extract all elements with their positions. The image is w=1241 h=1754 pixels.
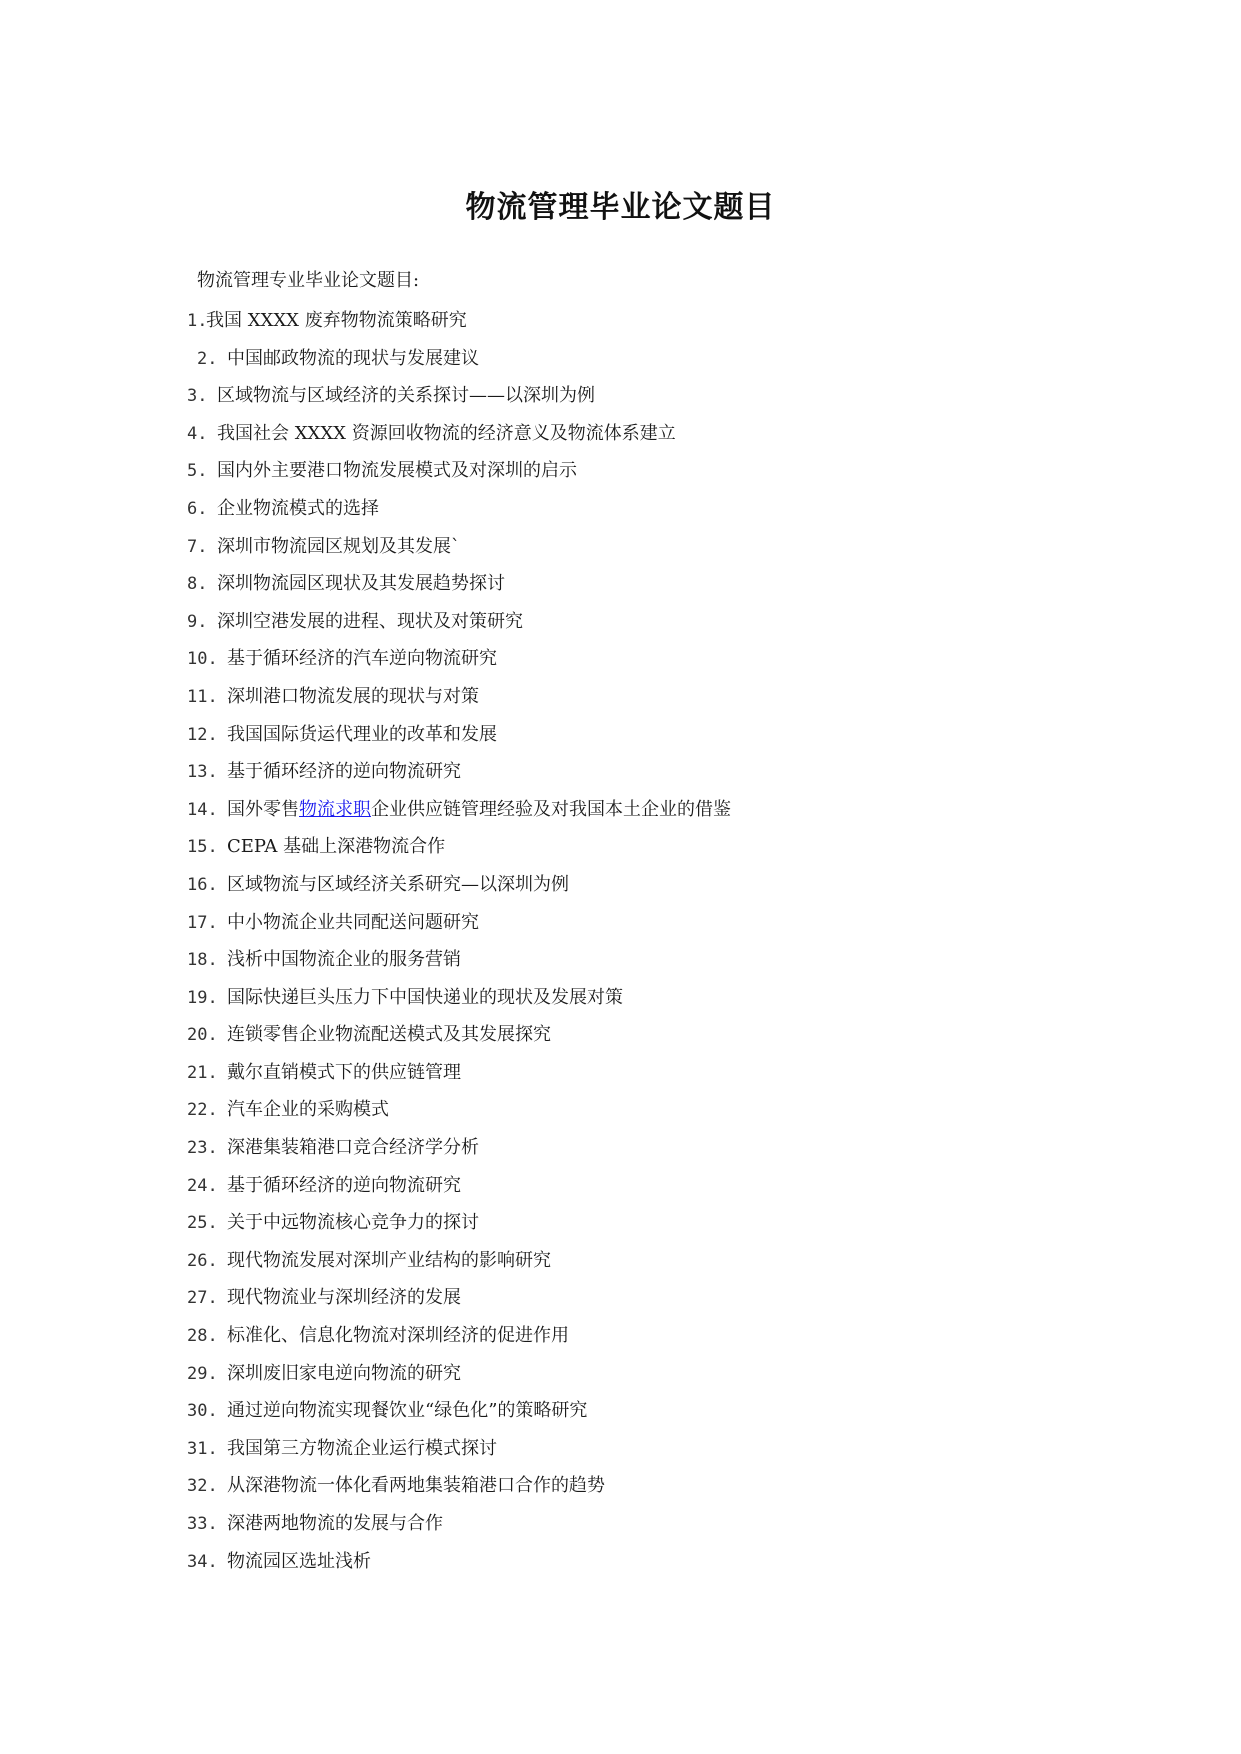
item-text: 国内外主要港口物流发展模式及对深圳的启示 <box>217 460 577 482</box>
list-item <box>187 791 731 829</box>
item-text: 国际快递巨头压力下中国快递业的现状及发展对策 <box>227 986 623 1008</box>
list-item <box>187 941 731 979</box>
item-number: 22. <box>187 1100 218 1121</box>
item-number: 2. <box>197 348 218 369</box>
list-item <box>187 1317 731 1355</box>
item-number: 33. <box>187 1514 218 1534</box>
item-text: 汽车企业的采购模式 <box>227 1099 389 1121</box>
item-text: 深港集装箱港口竞合经济学分析 <box>227 1137 479 1159</box>
item-text: 从深港物流一体化看两地集装箱港口合作的趋势 <box>227 1475 605 1497</box>
item-number: 19. <box>187 987 218 1008</box>
page-title: 物流管理毕业论文题目 <box>465 190 776 225</box>
list-item <box>187 452 731 490</box>
item-number: 32. <box>187 1476 218 1497</box>
item-text: 深港两地物流的发展与合作 <box>227 1513 443 1534</box>
list-item <box>187 1279 731 1317</box>
item-number: 28. <box>187 1326 218 1347</box>
item-number: 12. <box>187 724 218 745</box>
item-number: 30. <box>187 1401 218 1422</box>
item-text: 深圳港口物流发展的现状与对策 <box>227 685 479 707</box>
item-text: 我国社会 XXXX 资源回收物流的经济意义及物流体系建立 <box>217 422 676 444</box>
item-number: 3. <box>187 386 208 407</box>
item-text: 中小物流企业共同配送问题研究 <box>227 911 479 933</box>
item-text: 浅析中国物流企业的服务营销 <box>227 949 461 971</box>
list-item <box>187 1091 731 1129</box>
item-number: 27. <box>187 1288 218 1309</box>
list-item <box>187 866 731 904</box>
item-number: 18. <box>187 950 218 971</box>
item-text: 我国 XXXX 废弃物物流策略研究 <box>206 310 467 331</box>
list-item <box>187 1543 731 1581</box>
list-item <box>187 340 731 378</box>
list-item <box>187 1054 731 1092</box>
list-item <box>187 979 731 1017</box>
list-item <box>187 1016 731 1054</box>
intro-text: 物流管理专业毕业论文题目: <box>197 270 420 291</box>
list-item <box>187 1242 731 1280</box>
list-item <box>187 1392 731 1430</box>
list-item <box>187 1355 731 1393</box>
list-item <box>187 1167 731 1205</box>
item-text: 中国邮政物流的现状与发展建议 <box>227 347 479 369</box>
list-item <box>187 678 731 716</box>
list-item <box>187 528 731 566</box>
item-number: 17. <box>187 912 218 933</box>
item-number: 26. <box>187 1250 218 1271</box>
list-item <box>187 640 731 678</box>
item-number: 1. <box>187 311 208 331</box>
list-item <box>187 377 731 415</box>
item-number: 20. <box>187 1025 218 1046</box>
list-item <box>187 1467 731 1505</box>
list-item <box>187 1430 731 1468</box>
list-item <box>187 904 731 942</box>
item-text: CEPA 基础上深港物流合作 <box>227 836 446 858</box>
item-text: 深圳废旧家电逆向物流的研究 <box>227 1362 461 1384</box>
item-text-before: 国外零售 <box>227 798 299 820</box>
list-item <box>187 415 731 453</box>
item-text: 通过逆向物流实现餐饮业“绿色化”的策略研究 <box>227 1400 588 1422</box>
list-item <box>187 603 731 641</box>
list-item <box>187 828 731 866</box>
item-text: 深圳市物流园区规划及其发展` <box>217 535 460 557</box>
item-text-after: 企业供应链管理经验及对我国本土企业的借鉴 <box>371 798 731 820</box>
item-text: 深圳物流园区现状及其发展趋势探讨 <box>217 573 505 595</box>
item-text: 物流园区选址浅析 <box>227 1550 371 1572</box>
item-number: 6. <box>187 498 208 519</box>
item-number: 23. <box>187 1138 218 1159</box>
item-text: 基于循环经济的逆向物流研究 <box>227 761 461 783</box>
item-number: 13. <box>187 762 218 783</box>
list-item <box>187 302 731 340</box>
item-number: 11. <box>187 686 218 707</box>
item-text: 连锁零售企业物流配送模式及其发展探究 <box>227 1024 551 1046</box>
item-text: 现代物流业与深圳经济的发展 <box>227 1287 461 1309</box>
item-number: 25. <box>187 1213 218 1234</box>
item-text: 关于中远物流核心竞争力的探讨 <box>227 1212 479 1234</box>
topic-list <box>187 302 731 1580</box>
item-number: 29. <box>187 1363 218 1384</box>
list-item <box>187 1505 731 1543</box>
list-item <box>187 716 731 754</box>
list-item <box>187 1204 731 1242</box>
item-number: 24. <box>187 1175 218 1196</box>
item-text: 深圳空港发展的进程、现状及对策研究 <box>217 610 523 632</box>
item-text: 区域物流与区域经济关系研究—以深圳为例 <box>227 873 569 895</box>
item-text: 基于循环经济的逆向物流研究 <box>227 1174 461 1196</box>
item-number: 31. <box>187 1438 218 1459</box>
item-text: 标准化、信息化物流对深圳经济的促进作用 <box>227 1325 569 1347</box>
item-text: 我国第三方物流企业运行模式探讨 <box>227 1437 497 1459</box>
item-number: 8. <box>187 574 208 595</box>
item-number: 14. <box>187 799 218 820</box>
item-text: 我国国际货运代理业的改革和发展 <box>227 723 497 745</box>
item-text: 基于循环经济的汽车逆向物流研究 <box>227 648 497 670</box>
item-number: 7. <box>187 536 208 557</box>
item-text: 企业物流模式的选择 <box>217 497 379 519</box>
item-text: 现代物流发展对深圳产业结构的影响研究 <box>227 1249 551 1271</box>
item-text: 戴尔直销模式下的供应链管理 <box>227 1061 461 1083</box>
list-item <box>187 490 731 528</box>
item-number: 4. <box>187 423 208 444</box>
list-item <box>187 1129 731 1167</box>
item-number: 16. <box>187 874 218 895</box>
list-item <box>187 753 731 791</box>
job-search-link[interactable]: 物流求职 <box>299 798 371 820</box>
list-item <box>187 565 731 603</box>
item-text: 区域物流与区域经济的关系探讨——以深圳为例 <box>217 385 595 407</box>
item-number: 15. <box>187 837 218 858</box>
item-number: 10. <box>187 649 218 670</box>
item-number: 5. <box>187 461 208 482</box>
item-number: 9. <box>187 611 208 632</box>
item-number: 21. <box>187 1062 218 1083</box>
item-number: 34. <box>187 1551 218 1572</box>
